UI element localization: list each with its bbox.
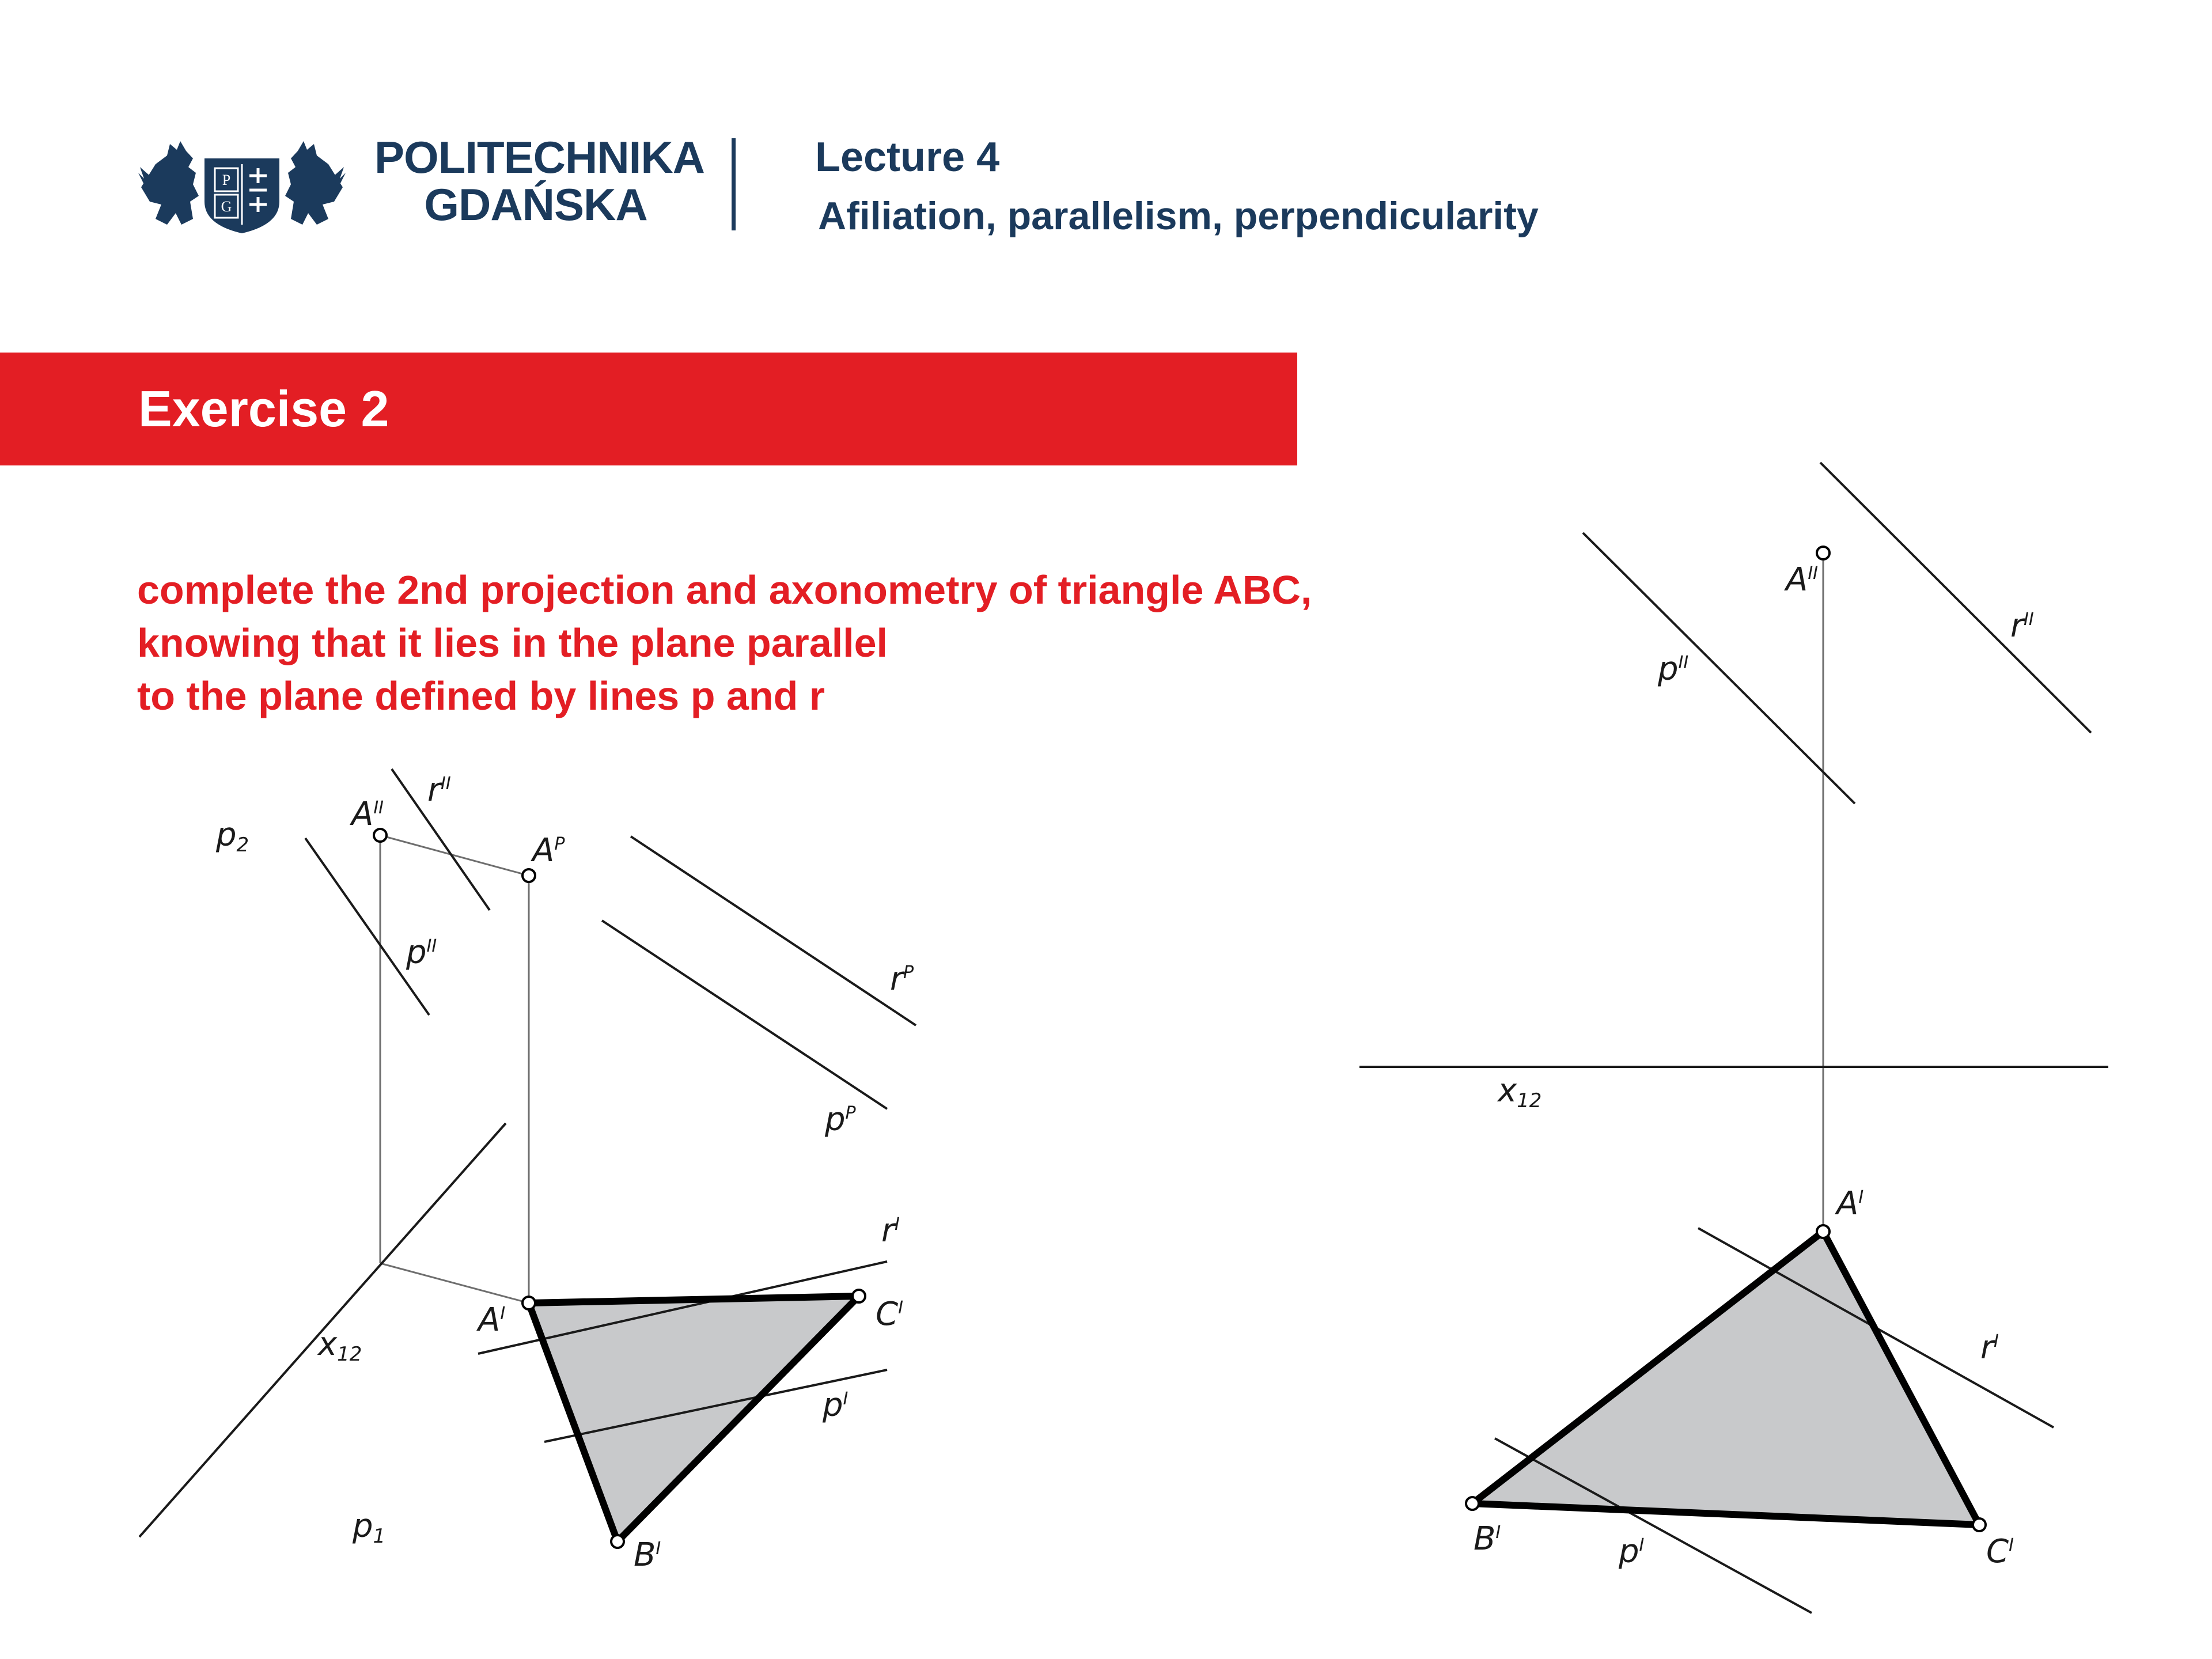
right-point-b1 bbox=[1466, 1497, 1479, 1510]
left-label-a1: $A^I$ bbox=[478, 1301, 506, 1339]
left-point-a2 bbox=[374, 829, 387, 842]
right-label-b1: $B^I$ bbox=[1474, 1520, 1501, 1558]
left-label-p2: $p^{II}$ bbox=[406, 934, 437, 971]
right-label-p1: $p^I$ bbox=[1619, 1533, 1645, 1570]
left-line-rp bbox=[631, 836, 916, 1025]
instruction-line-3: to the plane defined by lines p and r bbox=[137, 673, 825, 718]
left-point-ap bbox=[522, 869, 535, 882]
left-point-c1 bbox=[853, 1290, 865, 1302]
left-label-ap: $A^P$ bbox=[532, 832, 565, 869]
lecture-title: Afiliation, parallelism, perpendicularity bbox=[818, 194, 1539, 238]
exercise-title: Exercise 2 bbox=[138, 380, 389, 437]
right-label-a2: $A^{II}$ bbox=[1786, 561, 1819, 599]
left-label-pi2: p2 bbox=[216, 816, 249, 857]
logo-letter-g: G bbox=[221, 198, 232, 215]
left-figure bbox=[139, 769, 916, 1574]
right-point-a2 bbox=[1817, 547, 1830, 559]
left-line-p2 bbox=[305, 838, 429, 1015]
left-a2-ap-connector bbox=[380, 835, 529, 876]
right-label-r1: $r^I$ bbox=[1980, 1329, 1999, 1366]
university-name-line1: POLITECHNIKA bbox=[374, 132, 704, 183]
left-x12-a1-connector bbox=[380, 1263, 529, 1303]
left-label-a2: $A^{II}$ bbox=[351, 796, 384, 833]
right-line-r2 bbox=[1820, 463, 2091, 733]
right-label-p2: $p^{II}$ bbox=[1658, 650, 1689, 688]
instruction-line-2: knowing that it lies in the plane parallel bbox=[137, 620, 888, 665]
left-label-b1: $B^I$ bbox=[634, 1536, 661, 1574]
right-label-a1: $A^I$ bbox=[1836, 1185, 1864, 1222]
right-label-r2: $r^{II}$ bbox=[2010, 607, 2034, 645]
university-name-line2: GDAŃSKA bbox=[424, 179, 647, 230]
left-label-c1: $C^I$ bbox=[876, 1296, 903, 1333]
left-label-p1: $p^I$ bbox=[823, 1387, 849, 1424]
left-label-rp: $r^P$ bbox=[890, 960, 914, 998]
logo-letter-p: P bbox=[222, 172, 231, 188]
left-label-pp: $p^P$ bbox=[825, 1101, 856, 1138]
left-point-b1 bbox=[611, 1535, 624, 1548]
left-label-pi1: p1 bbox=[353, 1508, 386, 1548]
left-label-r2: $r^{II}$ bbox=[427, 771, 451, 809]
right-point-c1 bbox=[1973, 1518, 1986, 1531]
left-triangle-abc bbox=[529, 1296, 859, 1541]
lecture-number: Lecture 4 bbox=[815, 134, 1000, 180]
right-label-x12: x12 bbox=[1498, 1072, 1542, 1112]
right-label-c1: $C^I$ bbox=[1986, 1533, 2014, 1570]
left-label-x12: x12 bbox=[318, 1325, 362, 1366]
left-line-pp bbox=[602, 921, 887, 1109]
left-point-a1 bbox=[522, 1297, 535, 1309]
right-point-a1 bbox=[1817, 1225, 1830, 1238]
right-figure bbox=[1359, 463, 2108, 1613]
left-label-r1: $r^I$ bbox=[881, 1212, 900, 1249]
instruction-line-1: complete the 2nd projection and axonometry of triangle ABC, bbox=[137, 567, 1312, 612]
